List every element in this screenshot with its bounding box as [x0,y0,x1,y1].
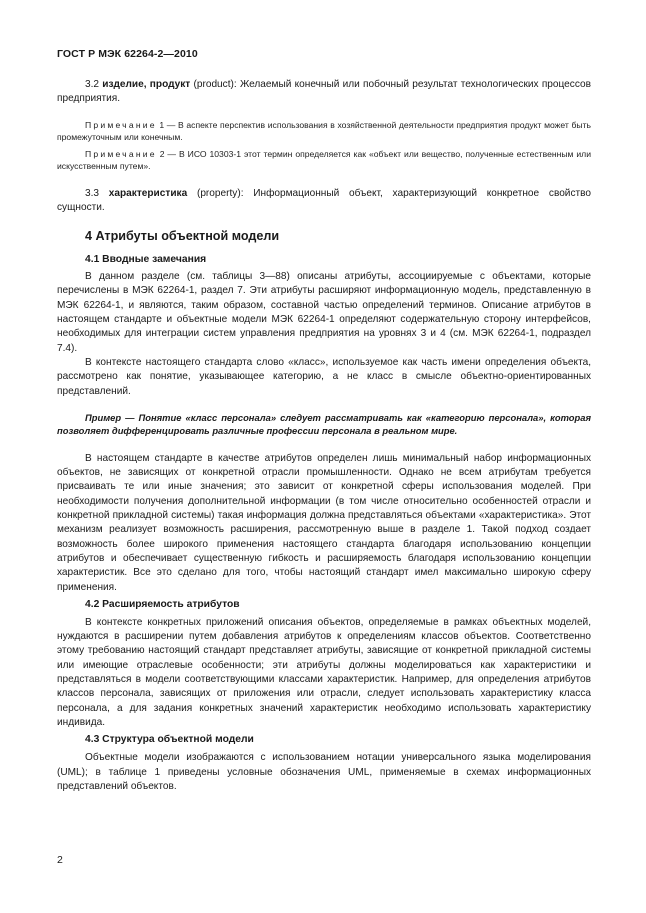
definition-3-2: 3.2 изделие, продукт (product): Желаемый конечный или побочный результат технологических процессов предприятия. [57,79,591,105]
page-content [57,78,591,794]
example-note: Пример — Понятие «класс персонала» следует рассматривать как «категорию персонала», которая позволяет дифференцировать различные профессии персонала в реальном мире. [57,411,591,437]
term-product: изделие, продукт [102,79,191,90]
document-header: ГОСТ Р МЭК 62264-2—2010 [57,48,198,60]
page-number: 2 [57,854,63,866]
section-4-1-paragraph-2: В контексте настоящего стандарта слово «класс», используемое как часть имени определения объекта, рассмотрено как понятие, указывающее категорию, а не класс в смысле объектно-ориентированных представлений. [57,356,591,397]
note-1: Примечание 1 — В аспекте перспектив использования в хозяйственной деятельности предприятия продукт может быть промежуточным или конечным. [57,119,591,143]
section-4-3-title: 4.3 Структура объектной модели [85,734,254,746]
section-4-1-paragraph-3: В настоящем стандарте в качестве атрибутов определен лишь минимальный набор информационных объектов, не зависящих от конкретной отрасли промышленности. Однако не всем атрибутам требуется присваивать те или иные значения; это зависит от конкретной сферы использования моделей. При необходимости получения дополнительной информации (в том числе относительно особенностей отрасли и конкретной прикладной системы) такая информация должна представляться объектами «характеристика». Этот механизм реализует возможность расширения, рассмотренную выше в разделе 1. Такой подход создает возможность более широкого применения настоящего стандарта благодаря использованию концепции атрибутов и обеспечивает существенную гибкость и расширяемость благодаря использованию концепции характеристик. Все это сделано для того, чтобы настоящий стандарт имел максимально широкую сферу применения. [57,452,591,593]
section-4-1-paragraph-1: В данном разделе (см. таблицы 3—88) описаны атрибуты, ассоциируемые с объектами, которые перечислены в МЭК 62264-1, раздел 7. Эти атрибуты расширяют информационную модель, представленную в МЭК 62264-1, и являются, таким образом, составной частью определений терминов. Описание атрибутов в настоящем стандарте и объектные модели МЭК 62264-1 определяют содержательную сторону интерфейсов, необходимых для интеграции систем управления предприятия на уровнях 3 и 4 (см. МЭК 62264-1, подраздел 7.4). [57,271,591,354]
definition-3-3: 3.3 характеристика (property): Информационный объект, характеризующий конкретное свойство сущности. [57,187,591,213]
section-4-1-title: 4.1 Вводные замечания [85,254,207,266]
section-4-title: 4 Атрибуты объектной модели [85,229,280,244]
section-4-2-title: 4.2 Расширяемость атрибутов [85,598,240,610]
term-property: характеристика [108,187,188,199]
section-4-2-paragraph-1: В контексте конкретных приложений описания объектов, определяемые в рамках объектных моделей, нуждаются в расширении путем добавления атрибутов к определениям классов объектов. Соответственно этому требованию настоящий стандарт представляет атрибуты, зависящие от конкретной прикладной системы или имеющие отраслевые особенности; эти атрибуты должны моделироваться как характеристики и представляться в модели соответствующими классами характеристик. Например, для определения атрибутов классов персонала, зависящих от приложения или отрасли, следует использовать характеристику класса персонала, а для задания конкретных значений характеристик необходимо использовать характеристику индивида. [57,616,591,728]
section-4-3-paragraph-1: Объектные модели изображаются с использованием нотации универсального языка моделирования (UML); в таблице 1 приведены условные обозначения UML, применяемые в схемах информационных представлений объектов. [57,752,591,792]
note-2: Примечание 2 — В ИСО 10303-1 этот термин определяется как «объект или вещество, полученные естественным или искусственным путем». [57,148,591,172]
